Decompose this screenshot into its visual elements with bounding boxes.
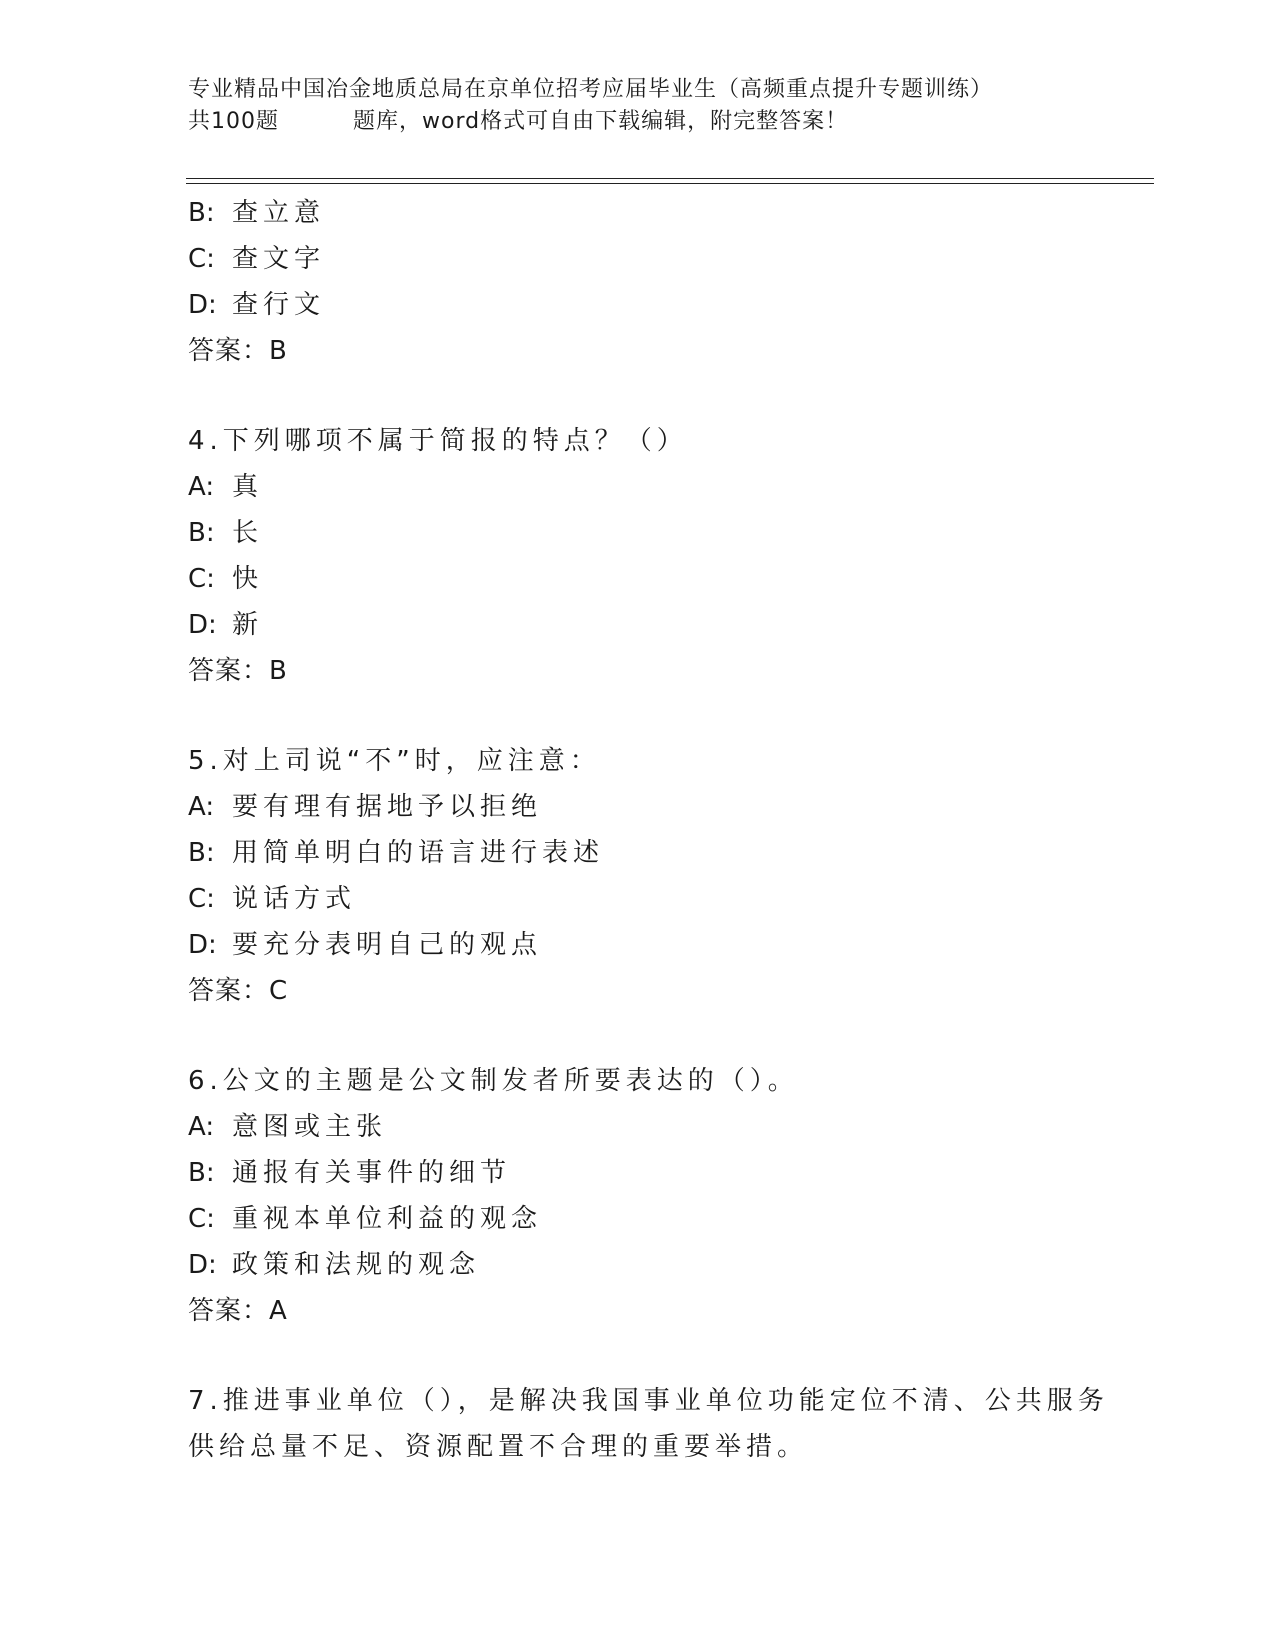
- document-body: [188, 190, 1109, 1470]
- option-text: 重视本单位利益的观念: [232, 1204, 543, 1234]
- option-letter: C:: [188, 1204, 215, 1234]
- option-letter: C:: [188, 564, 215, 594]
- option-row: [188, 830, 1088, 876]
- option-row: [188, 784, 1088, 830]
- option-letter: B:: [188, 198, 215, 228]
- question-3-block: [188, 190, 1088, 374]
- option-letter: A:: [188, 792, 215, 822]
- question-7-block: [188, 1378, 1109, 1470]
- answer-line: 答案：B: [188, 656, 288, 686]
- option-letter: C:: [188, 244, 215, 274]
- question-text-line-1: 7.推进事业单位（），是解决我国事业单位功能定位不清、公共服务: [188, 1386, 1109, 1416]
- option-text: 查行文: [232, 290, 326, 320]
- option-text: 长: [232, 518, 264, 548]
- option-row: [188, 190, 1088, 236]
- option-text: 政策和法规的观念: [232, 1250, 481, 1280]
- option-row: [188, 556, 1088, 602]
- option-row: [188, 510, 1088, 556]
- question-text-line-2: 供给总量不足、资源配置不合理的重要举措。: [188, 1432, 809, 1462]
- option-text: 快: [232, 564, 264, 594]
- option-text: 真: [232, 472, 264, 502]
- option-letter: D:: [188, 930, 217, 960]
- question-4-block: [188, 418, 1088, 694]
- spacer: [188, 374, 1088, 418]
- option-row: [188, 1242, 1088, 1288]
- option-text: 用简单明白的语言进行表述: [232, 838, 605, 868]
- spacer: [188, 694, 1088, 738]
- question-6-block: [188, 1058, 1088, 1334]
- option-letter: A:: [188, 472, 215, 502]
- option-row: [188, 1104, 1088, 1150]
- question-text: 5.对上司说“不”时，应注意：: [188, 746, 601, 776]
- option-text: 通报有关事件的细节: [232, 1158, 512, 1188]
- answer-line: 答案：C: [188, 976, 289, 1006]
- option-letter: D:: [188, 290, 217, 320]
- answer-line: 答案：A: [188, 1296, 288, 1326]
- header-description: 题库，word格式可自由下载编辑，附完整答案！: [353, 109, 849, 134]
- option-row: [188, 282, 1088, 328]
- option-letter: D:: [188, 610, 217, 640]
- option-letter: B:: [188, 1158, 215, 1188]
- question-text: 4.下列哪项不属于简报的特点？（）: [188, 426, 688, 456]
- option-letter: C:: [188, 884, 215, 914]
- option-text: 要有理有据地予以拒绝: [232, 792, 543, 822]
- option-letter: B:: [188, 518, 215, 548]
- spacer: [188, 1334, 1088, 1378]
- option-text: 要充分表明自己的观点: [232, 930, 543, 960]
- header-subtitle: [188, 106, 1148, 138]
- option-text: 查立意: [232, 198, 326, 228]
- answer-line: 答案：B: [188, 336, 288, 366]
- option-row: [188, 876, 1088, 922]
- option-letter: A:: [188, 1112, 215, 1142]
- option-row: [188, 602, 1088, 648]
- option-row: [188, 1196, 1088, 1242]
- question-text: 6.公文的主题是公文制发者所要表达的（）。: [188, 1066, 799, 1096]
- header-divider-top: [186, 178, 1154, 179]
- option-row: [188, 464, 1088, 510]
- option-row: [188, 922, 1088, 968]
- question-5-block: [188, 738, 1088, 1014]
- header-question-count: 共100题: [188, 109, 279, 134]
- option-letter: B:: [188, 838, 215, 868]
- spacer: [188, 1014, 1088, 1058]
- option-row: [188, 236, 1088, 282]
- option-text: 查文字: [232, 244, 326, 274]
- header-divider-bottom: [186, 183, 1154, 184]
- option-row: [188, 1150, 1088, 1196]
- header-title: 专业精品中国冶金地质总局在京单位招考应届毕业生（高频重点提升专题训练）: [188, 77, 994, 102]
- option-text: 新: [232, 610, 264, 640]
- option-text: 意图或主张: [232, 1112, 388, 1142]
- option-text: 说话方式: [232, 884, 357, 914]
- option-letter: D:: [188, 1250, 217, 1280]
- document-header: [188, 74, 1148, 138]
